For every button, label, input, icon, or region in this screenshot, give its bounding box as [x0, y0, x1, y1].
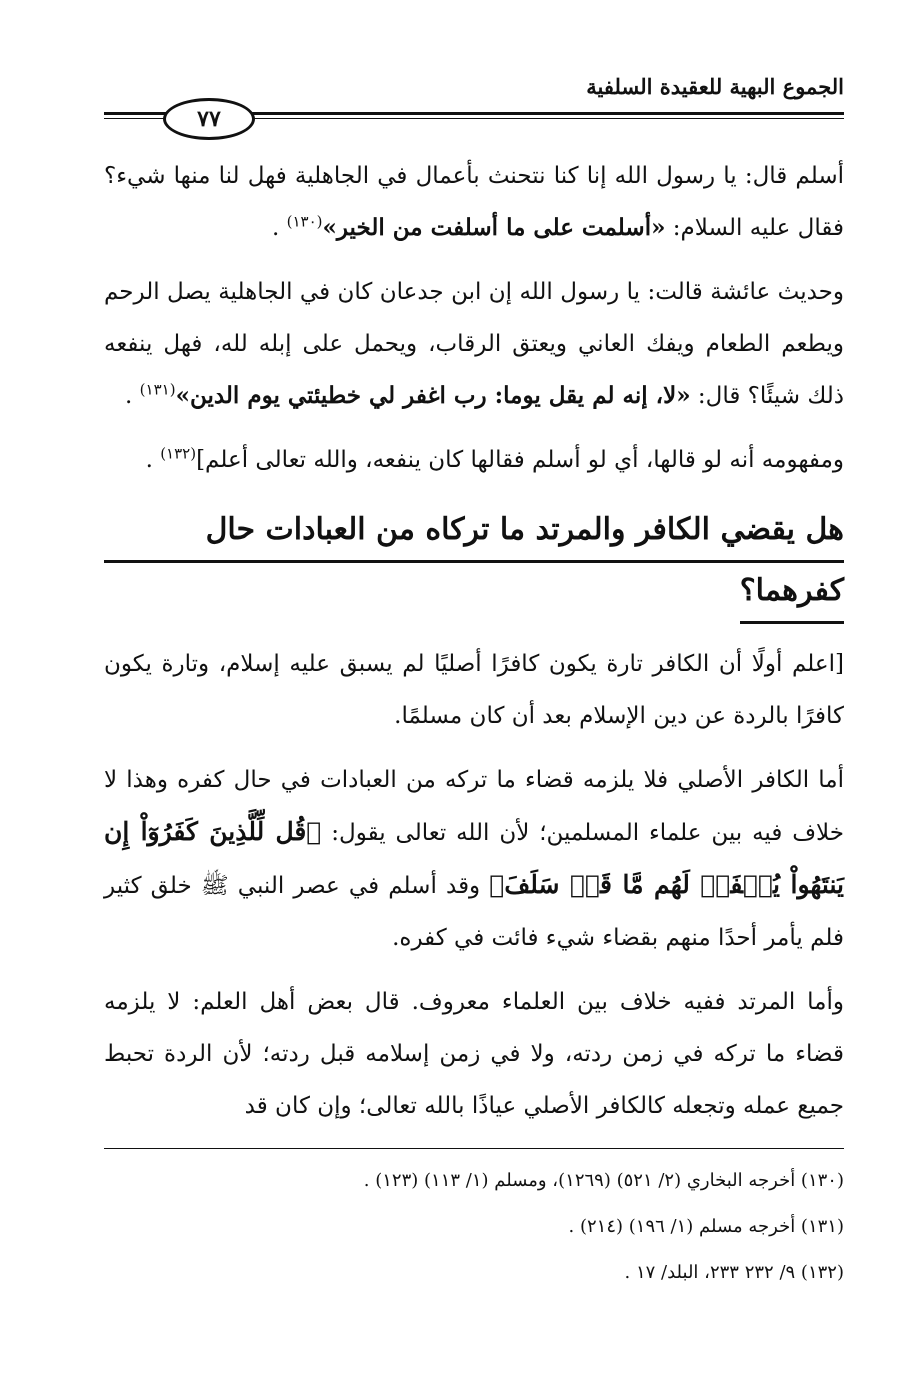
paragraph-1-end: . — [271, 215, 280, 241]
paragraph-1-text: أسلم قال: يا رسول الله إنا كنا نتحنث بأعمال في الجاهلية فهل لنا منها شيء؟ فقال عليه السلام: — [104, 163, 844, 241]
quran-verse: ﴿قُل لِّلَّذِينَ كَفَرُوٓاْ إِن يَنتَهُواْ يُغۡفَرۡ لَهُم مَّا قَدۡ سَلَفَ﴾ — [104, 817, 844, 899]
section-heading — [104, 502, 844, 624]
footnote-132: (١٣٢) ٩/ ٢٣٢ ٢٣٣، البلد/ ١٧ . — [624, 1262, 844, 1283]
paragraph-6: وأما المرتد ففيه خلاف بين العلماء معروف. قال بعض أهل العلم: لا يلزمه قضاء ما تركه في زمن ردته، ولا في زمن إسلامه قبل ردته؛ لأن الردة تحبط جميع عمله وتجعله كالكافر الأصلي عياذًا بالله تعالى؛ وإن كان قد — [104, 989, 844, 1119]
paragraph-3-end: . — [145, 447, 153, 473]
paragraph-5 — [104, 754, 844, 964]
section-heading-line-2: كفرهما؟ — [740, 563, 844, 624]
body-text — [104, 150, 844, 1144]
footnote-130: (١٣٠) أخرجه البخاري (٢/ ٥٢١) (١٢٦٩)، ومسلم (١/ ١١٣) (١٢٣) . — [363, 1170, 844, 1191]
paragraph-4: [اعلم أولًا أن الكافر تارة يكون كافرًا أصليًا لم يسبق عليه إسلام، وتارة يكون كافرًا بالردة عن دين الإسلام بعد أن كان مسلمًا. — [104, 651, 844, 729]
paragraph-1 — [104, 150, 844, 254]
paragraph-3 — [104, 434, 844, 486]
paragraph-5-continuation: وقد أسلم في عصر النبي ﷺ خلق كثير فلم يأمر أحدًا منهم بقضاء شيء فائت في كفره. — [104, 873, 844, 951]
hadith-quote-2: «لا، إنه لم يقل يوما: رب اغفر لي خطيئتي يوم الدين» — [175, 382, 691, 409]
footnote-131: (١٣١) أخرجه مسلم (١/ ١٩٦) (٢١٤) . — [568, 1216, 844, 1237]
hadith-quote-1: «أسلمت على ما أسلفت من الخير» — [322, 214, 666, 241]
page-number: ٧٧ — [163, 98, 255, 140]
footnote-ref-130: (١٣٠) — [286, 212, 323, 231]
footnotes — [104, 1158, 844, 1296]
footnote-rule — [104, 1148, 844, 1149]
paragraph-3-text: ومفهومه أنه لو قالها، أي لو أسلم فقالها كان ينفعه، والله تعالى أعلم] — [196, 447, 844, 473]
paragraph-2-text: وحديث عائشة قالت: يا رسول الله إن ابن جدعان كان في الجاهلية يصل الرحم ويطعم الطعام ويفك العاني ويعتق الرقاب، ويحمل على إبله لله، فهل ينفعه ذلك شيئًا؟ قال: — [104, 279, 844, 409]
footnote-ref-132: (١٣٢) — [160, 444, 197, 463]
footnote-ref-131: (١٣١) — [139, 380, 176, 399]
paragraph-2-end: . — [125, 383, 133, 409]
running-title: الجموع البهية للعقيدة السلفية — [586, 74, 844, 99]
paragraph-2 — [104, 266, 844, 422]
paragraph-5-text: أما الكافر الأصلي فلا يلزمه قضاء ما تركه من العبادات في حال كفره وهذا لا خلاف فيه بين علماء المسلمين؛ لأن الله تعالى يقول: — [104, 767, 844, 846]
section-heading-line-1: هل يقضي الكافر والمرتد ما تركاه من العبادات حال — [104, 502, 844, 563]
